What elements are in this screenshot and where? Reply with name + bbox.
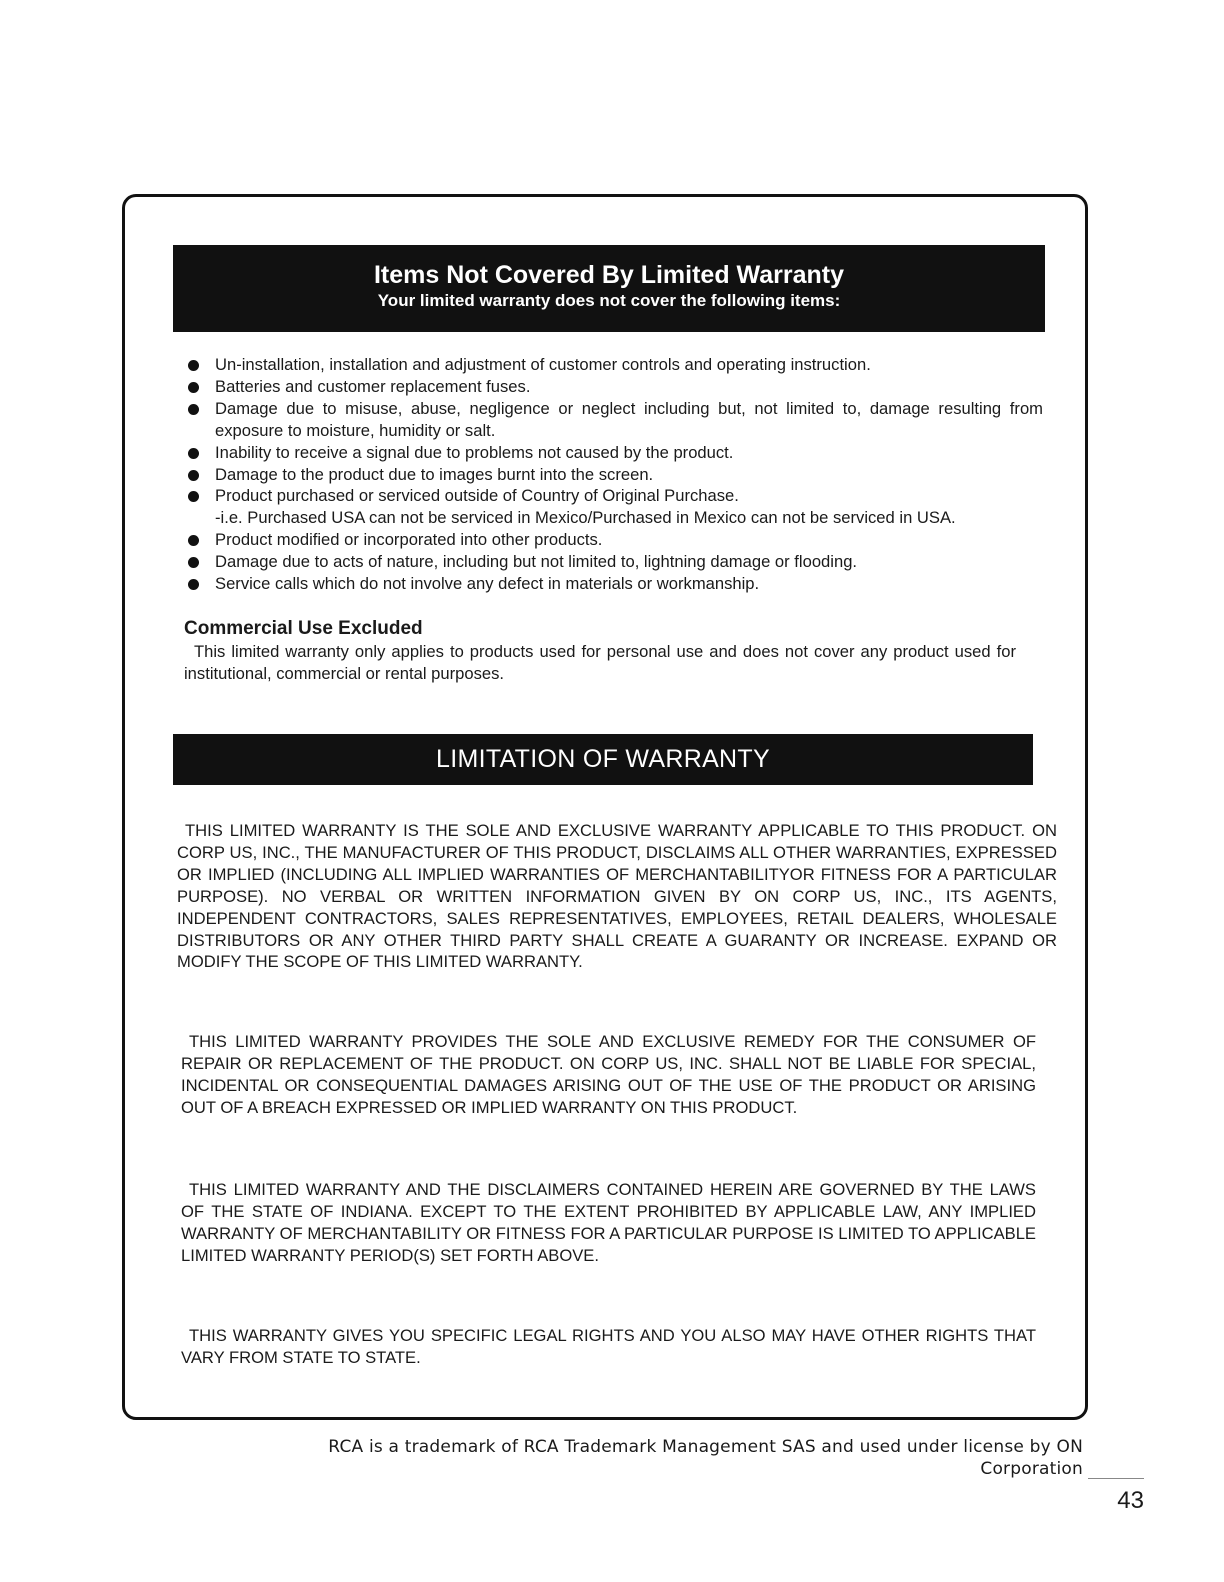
bullet-icon xyxy=(188,470,199,481)
section-subtitle: Your limited warranty does not cover the following items: xyxy=(377,291,841,310)
list-item: Product modified or incorporated into other products. xyxy=(188,529,1068,551)
limitation-paragraph: THIS WARRANTY GIVES YOU SPECIFIC LEGAL RIGHTS AND YOU ALSO MAY HAVE OTHER RIGHTS THAT VARY FROM STATE TO STATE. xyxy=(181,1326,1036,1367)
bullet-icon xyxy=(188,382,199,393)
limitation-paragraph: THIS LIMITED WARRANTY IS THE SOLE AND EXCLUSIVE WARRANTY APPLICABLE TO THIS PRODUCT. ON CORP US, INC., THE MANUFACTURER OF THIS PRODUCT, DISCLAIMS ALL OTHER WARRANTIES, EXPRESSED OR IMPLIED (INCLUDING ALL IMPLIED WARRANTIES OF MERCHANTABILITYOR FITNESS FOR A PARTICULAR PURPOSE). NO VERBAL OR WRITTEN INFORMATION GIVEN BY ON CORP US, INC., ITS AGENTS, INDEPENDENT CONTRACTORS, SALES REPRESENTATIVES, EMPLOYEES, RETAIL DEALERS, WHOLESALE DISTRIBUTORS OR ANY OTHER THIRD PARTY SHALL CREATE A GUARANTY OR INCREASE. EXPAND OR MODIFY THE SCOPE OF THIS LIMITED WARRANTY. xyxy=(177,821,1057,972)
limitation-paragraph: THIS LIMITED WARRANTY AND THE DISCLAIMERS CONTAINED HEREIN ARE GOVERNED BY THE LAWS OF THE STATE OF INDIANA. EXCEPT TO THE EXTENT PROHIBITED BY APPLICABLE LAW, ANY IMPLIED WARRANTY OF MERCHANTABILITY OR FITNESS FOR A PARTICULAR PURPOSE IS LIMITED TO APPLICABLE LIMITED WARRANTY PERIOD(S) SET FORTH ABOVE. xyxy=(181,1180,1036,1265)
list-item: Service calls which do not involve any defect in materials or workmanship. xyxy=(188,573,1068,595)
list-item: Damage to the product due to images burnt into the screen. xyxy=(188,464,1068,486)
list-item: Product purchased or serviced outside of Country of Original Purchase. -i.e. Purchased USA can not be serviced in Mexico/Purchased in Mexico can not be serviced in USA. xyxy=(188,485,1068,529)
commercial-body: This limited warranty only applies to products used for personal use and does not cover any product used for institutional, commercial or rental purposes. xyxy=(184,642,1016,683)
bullet-icon xyxy=(188,557,199,568)
commercial-heading: Commercial Use Excluded xyxy=(184,618,423,639)
items-not-covered-banner xyxy=(173,245,1045,332)
limitation-title: LIMITATION OF WARRANTY xyxy=(436,745,770,773)
list-item: Un-installation, installation and adjustment of customer controls and operating instruction. xyxy=(188,354,1068,376)
purchase-note: -i.e. Purchased USA can not be serviced in Mexico/Purchased in Mexico can not be serviced in USA. xyxy=(215,508,956,528)
limitation-paragraph: THIS LIMITED WARRANTY PROVIDES THE SOLE AND EXCLUSIVE REMEDY FOR THE CONSUMER OF REPAIR OR REPLACEMENT OF THE PRODUCT. ON CORP US, INC. SHALL NOT BE LIABLE FOR SPECIAL, INCIDENTAL OR CONSEQUENTIAL DAMAGES ARISING OUT OF THE USE OF THE PRODUCT OR ARISING OUT OF A BREACH EXPRESSED OR IMPLIED WARRANTY ON THIS PRODUCT. xyxy=(181,1032,1036,1117)
page-number: 43 xyxy=(1117,1487,1144,1514)
list-item: Batteries and customer replacement fuses. xyxy=(188,376,1068,398)
bullet-icon xyxy=(188,491,199,502)
list-item: Damage due to misuse, abuse, negligence or neglect including but, not limited to, damage resulting from exposure to moisture, humidity or salt. xyxy=(188,398,1043,442)
list-item: Inability to receive a signal due to problems not caused by the product. xyxy=(188,442,1068,464)
list-item: Damage due to acts of nature, including but not limited to, lightning damage or flooding. xyxy=(188,551,1068,573)
bullet-icon xyxy=(188,535,199,546)
limitation-banner xyxy=(173,734,1033,785)
bullet-icon xyxy=(188,448,199,459)
page-number-rule xyxy=(1088,1478,1144,1479)
bullet-icon xyxy=(188,404,199,415)
section-title: Items Not Covered By Limited Warranty xyxy=(373,261,844,289)
commercial-use-section xyxy=(184,617,1016,685)
bullet-icon xyxy=(188,360,199,371)
trademark-notice: RCA is a trademark of RCA Trademark Management SAS and used under license by ON Corporation xyxy=(328,1437,1083,1479)
not-covered-list xyxy=(188,354,1068,595)
bullet-icon xyxy=(188,579,199,590)
